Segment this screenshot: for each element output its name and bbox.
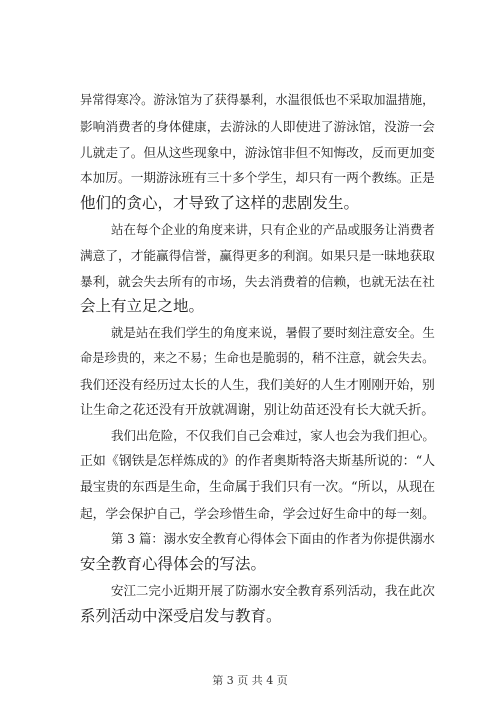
text-line: 安江二完小近期开展了防溺水安全教育系列活动，我在此次 — [111, 583, 435, 599]
text-line: 最宝贵的东西是生命，生命属于我们只有一次。“所以，从现在 — [80, 479, 436, 495]
text-line: 系列活动中深受启发与教育。 — [80, 606, 282, 625]
text-line: 站在每个企业的角度来讲，只有企业的产品或服务让消费者 — [111, 221, 435, 237]
text-line: 正如《钢铁是怎样炼成的》的作者奥斯特洛夫斯基所说的：“人 — [80, 454, 436, 470]
text-line: 就是站在我们学生的角度来说，暑假了要时刻注意安全。生 — [111, 325, 435, 341]
text-line: 第 3 篇：溺水安全教育心得体会下面由的作者为你提供溺水 — [111, 531, 435, 546]
text-line: 影响消费者的身体健康，去游泳的人即使进了游泳馆，没游一会 — [80, 118, 435, 134]
text-line: 暴利，就会失去所有的市场，失去消费着的信赖，也就无法在社 — [80, 273, 435, 289]
text-line: 我们出危险，不仅我们自己会难过，家人也会为我们担心。 — [111, 428, 435, 444]
text-line: 我们还没有经历过太长的人生，我们美好的人生才刚刚开始，别 — [80, 376, 435, 392]
text-line: 命是珍贵的，来之不易；生命也是脆弱的，稍不注意，就会失去。 — [80, 350, 435, 365]
text-line: 安全教育心得体会的写法。 — [80, 555, 267, 574]
text-line: 儿就走了。但从这些现象中，游泳馆非但不知悔改，反而更加变 — [80, 144, 435, 160]
text-line: 满意了，才能赢得信誉，赢得更多的利润。如果只是一昧地获取 — [80, 247, 435, 263]
text-line: 起，学会保护自己，学会珍惜生命，学会过好生命中的每一刻。 — [80, 505, 435, 521]
document-body — [80, 88, 435, 630]
text-line: 本加厉。一期游泳班有三十多个学生，却只有一两个教练。正是 — [80, 170, 435, 186]
text-line: 他们的贪心，才导致了这样的悲剧发生。 — [80, 194, 360, 213]
text-line: 会上有立足之地。 — [80, 297, 205, 316]
page-footer: 第 3 页 共 4 页 — [212, 674, 288, 687]
text-line: 让生命之花还没有开放就凋谢，别让幼苗还没有长大就夭折。 — [80, 402, 435, 418]
text-line: 异常得寒冷。游泳馆为了获得暴利，水温很低也不采取加温措施， — [80, 93, 435, 107]
